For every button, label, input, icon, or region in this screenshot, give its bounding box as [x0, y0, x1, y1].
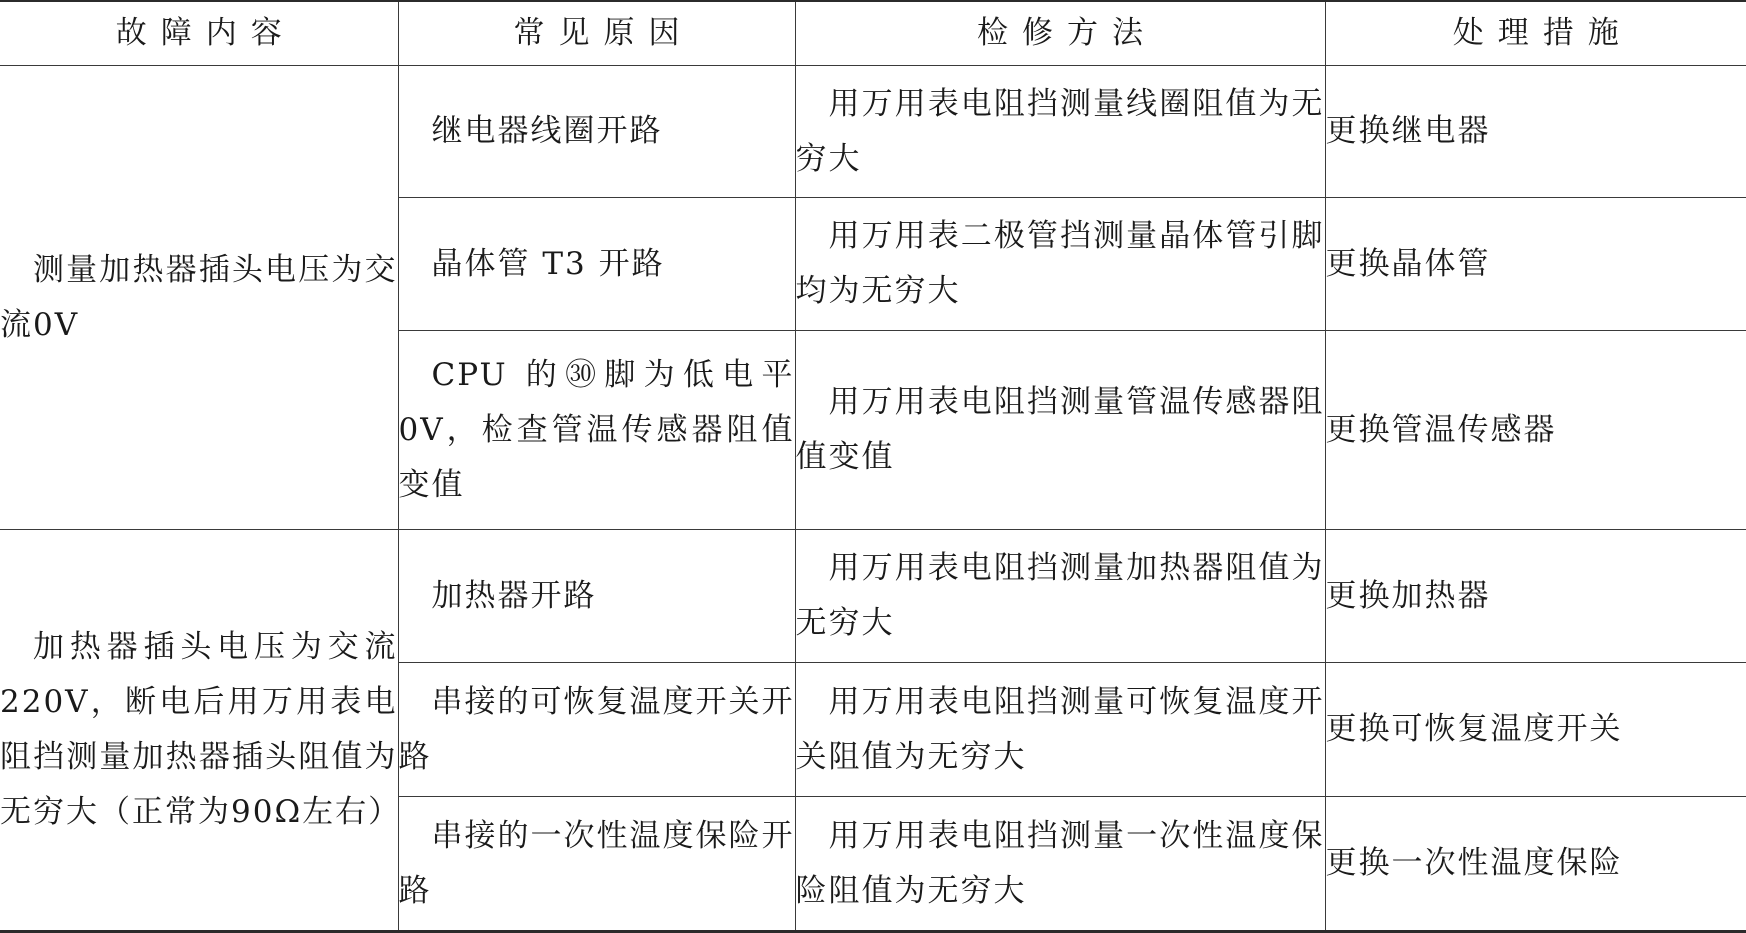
action-cell [1325, 663, 1746, 797]
method-cell [795, 663, 1325, 797]
header-treatment: 处理措施 [1325, 1, 1746, 66]
cause-text: 加热器开路 [399, 569, 795, 624]
cause-text: 继电器线圈开路 [399, 104, 795, 159]
action-cell [1325, 66, 1746, 198]
method-cell [795, 331, 1325, 530]
table-row [0, 530, 1746, 663]
fault-text: 测量加热器插头电压为交流0V [0, 243, 398, 353]
action-text: 更换一次性温度保险 [1326, 836, 1746, 891]
cause-text: 串接的可恢复温度开关开路 [399, 675, 795, 785]
cause-cell [398, 331, 795, 530]
method-text: 用万用表电阻挡测量线圈阻值为无穷大 [796, 77, 1325, 187]
header-fault-content: 故障内容 [0, 1, 398, 66]
cause-text: 晶体管 T3 开路 [399, 237, 795, 292]
header-row [0, 1, 1746, 66]
method-cell [795, 66, 1325, 198]
cause-cell [398, 198, 795, 331]
method-cell [795, 198, 1325, 331]
method-cell [795, 797, 1325, 932]
action-text: 更换加热器 [1326, 569, 1746, 624]
table-row [0, 66, 1746, 198]
action-cell [1325, 530, 1746, 663]
cause-cell [398, 663, 795, 797]
method-text: 用万用表电阻挡测量管温传感器阻值变值 [796, 375, 1325, 485]
action-cell [1325, 797, 1746, 932]
table-header [0, 1, 1746, 66]
method-text: 用万用表电阻挡测量可恢复温度开关阻值为无穷大 [796, 675, 1325, 785]
action-cell [1325, 198, 1746, 331]
action-cell [1325, 331, 1746, 530]
fault-cell [0, 530, 398, 932]
method-text: 用万用表电阻挡测量加热器阻值为无穷大 [796, 541, 1325, 651]
action-text: 更换晶体管 [1326, 237, 1746, 292]
cause-text: 串接的一次性温度保险开路 [399, 809, 795, 919]
cause-cell [398, 530, 795, 663]
header-repair-method: 检修方法 [795, 1, 1325, 66]
fault-text: 加热器插头电压为交流220V，断电后用万用表电阻挡测量加热器插头阻值为无穷大（正常为90Ω左右） [0, 620, 398, 840]
cause-text: CPU 的㉚脚为低电平0V，检查管温传感器阻值变值 [399, 348, 795, 513]
method-text: 用万用表二极管挡测量晶体管引脚均为无穷大 [796, 209, 1325, 319]
action-text: 更换管温传感器 [1326, 403, 1746, 458]
method-cell [795, 530, 1325, 663]
table-body [0, 66, 1746, 932]
cause-cell [398, 797, 795, 932]
header-common-cause: 常见原因 [398, 1, 795, 66]
method-text: 用万用表电阻挡测量一次性温度保险阻值为无穷大 [796, 809, 1325, 919]
cause-cell [398, 66, 795, 198]
fault-cell [0, 66, 398, 530]
action-text: 更换继电器 [1326, 104, 1746, 159]
action-text: 更换可恢复温度开关 [1326, 702, 1746, 757]
